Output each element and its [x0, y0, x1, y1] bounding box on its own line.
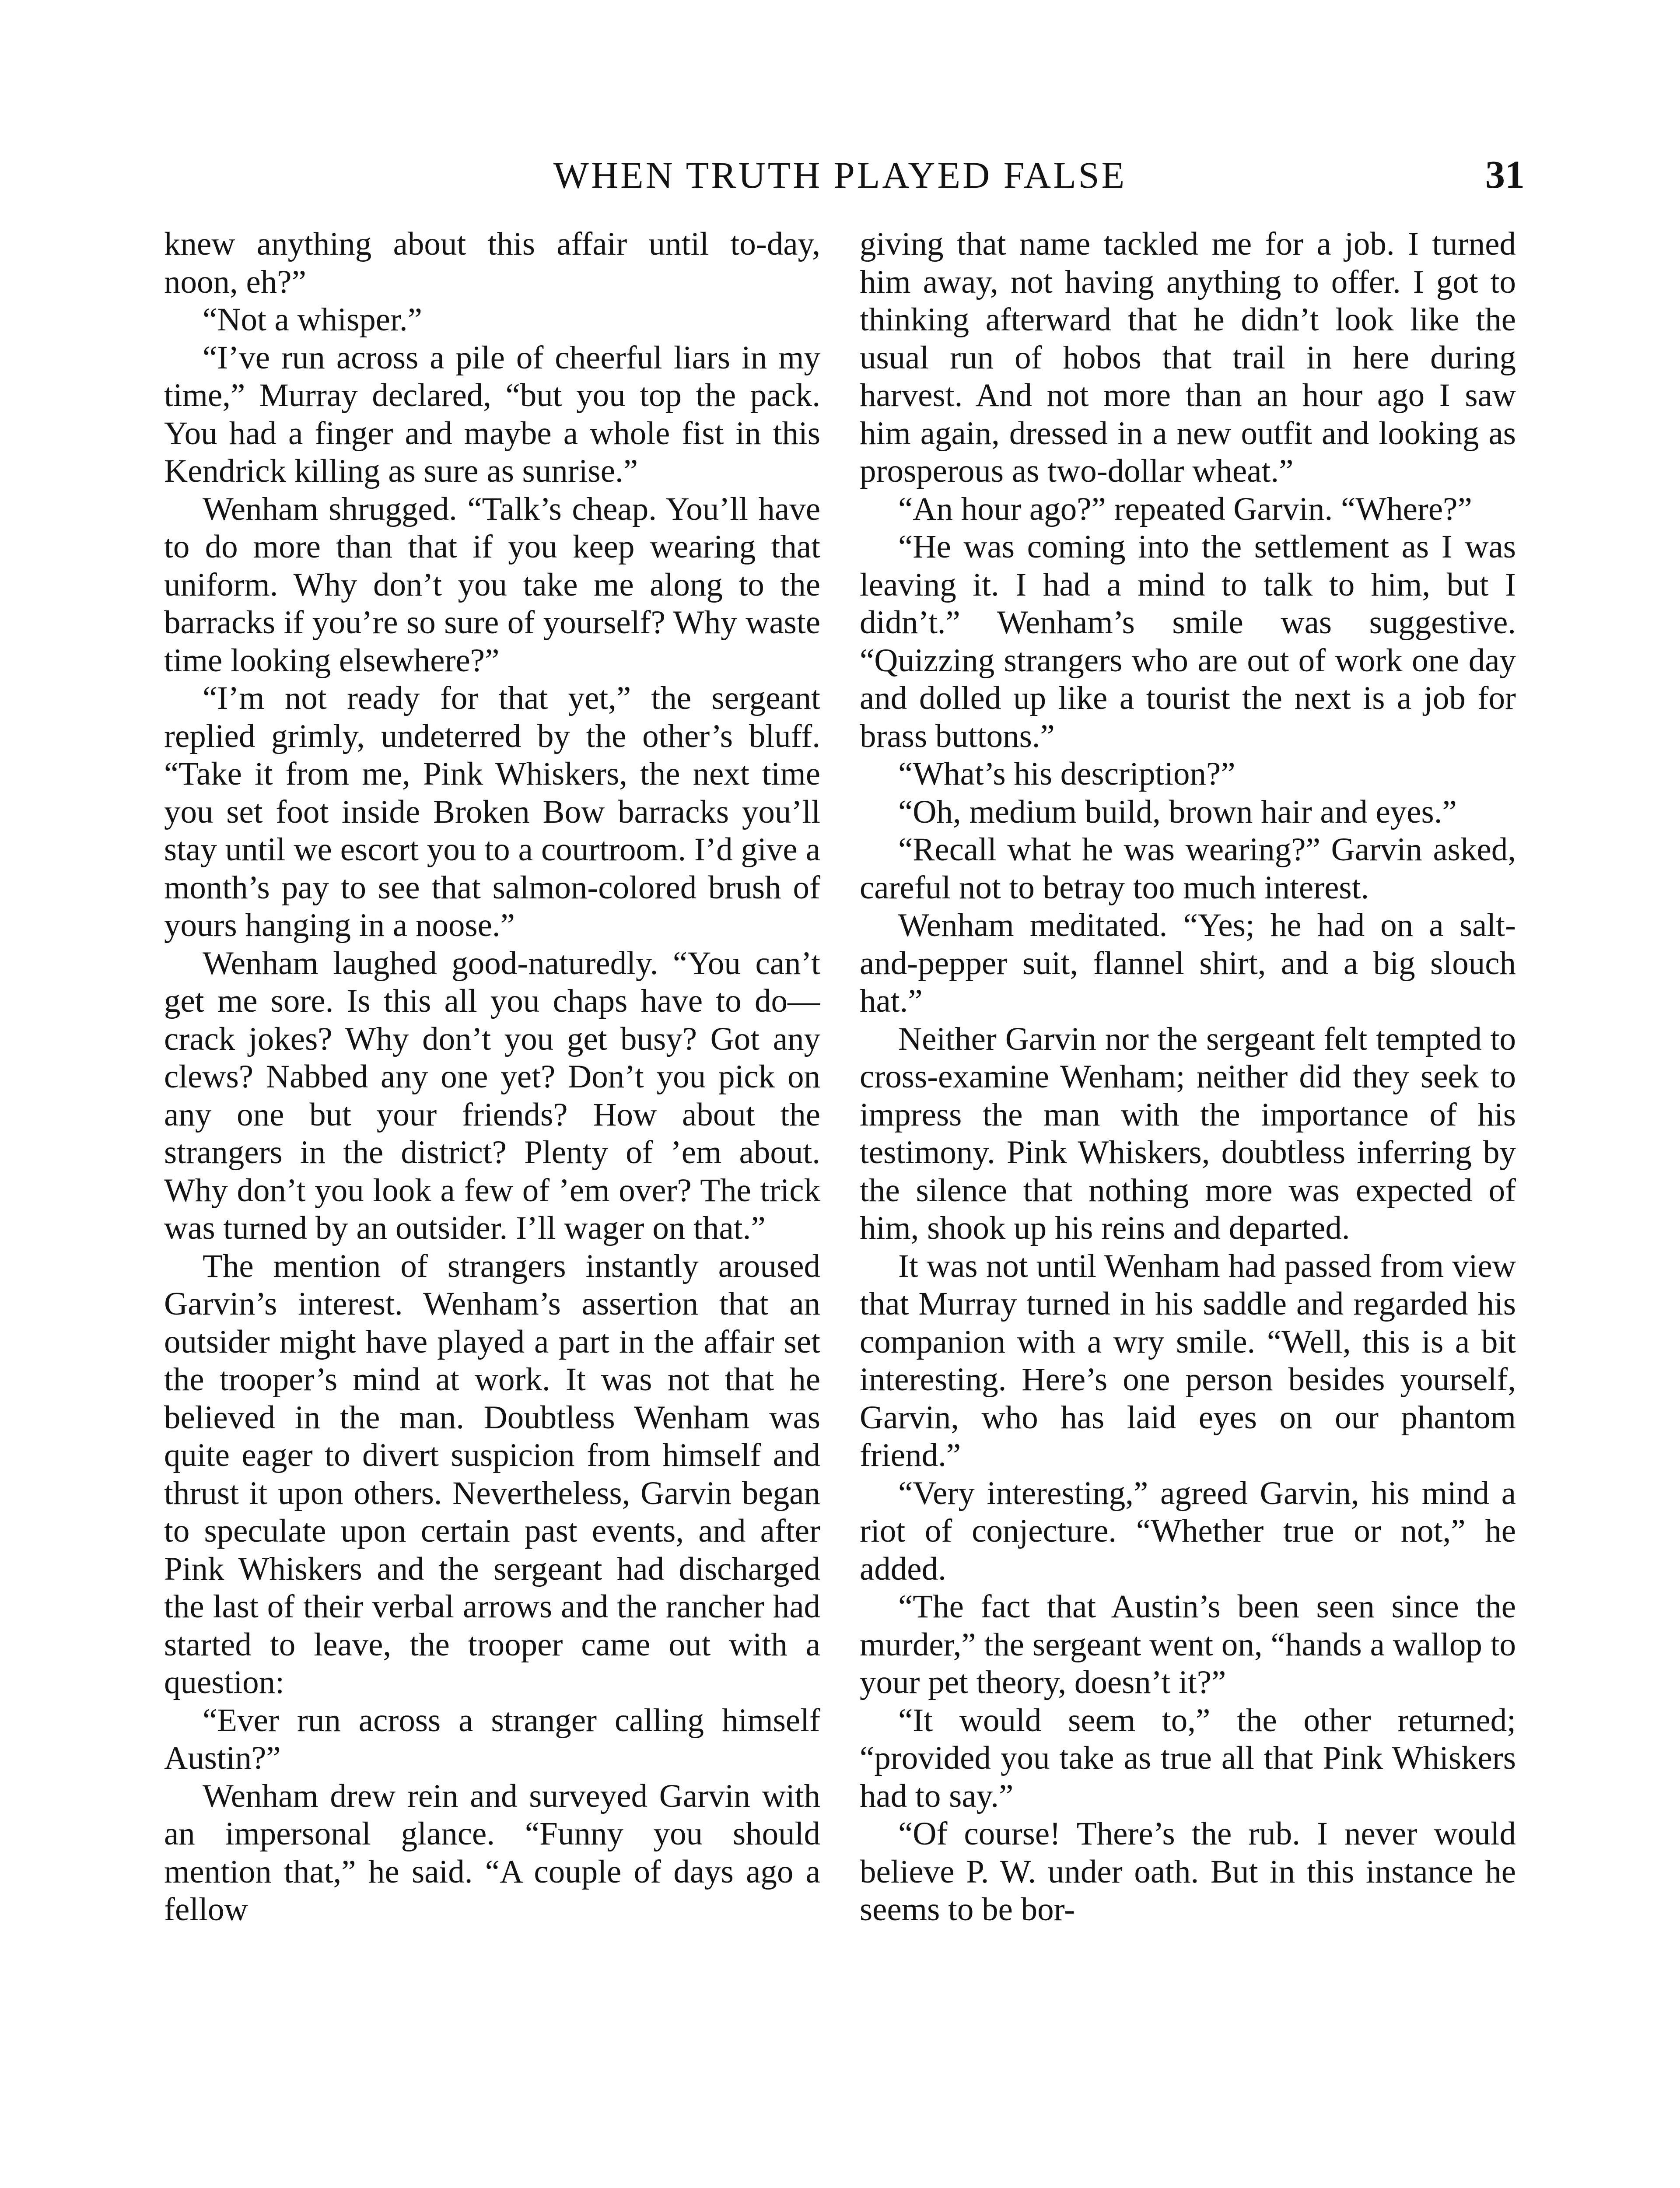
- paragraph: “I’m not ready for that yet,” the sergeant replied grimly, undeterred by the other’s bluff. “Take it from me, Pink Whiskers, the next time you set foot inside Broken Bow barracks you’ll stay until we escort you to a courtroom. I’d give a month’s pay to see that salmon-colored brush of yours hanging in a noose.”: [164, 680, 820, 943]
- paragraph: “He was coming into the settlement as I was leaving it. I had a mind to talk to him, but I didn’t.” Wenham’s smile was suggestive. “Quizzing strangers who are out of work one day and dolled up like a tourist the next is a job for brass buttons.”: [860, 529, 1516, 754]
- paragraph: “An hour ago?” repeated Garvin. “Where?”: [898, 491, 1472, 527]
- paragraph: “Ever run across a stranger calling himself Austin?”: [164, 1702, 820, 1776]
- right-column: [860, 225, 1516, 2188]
- paragraph: “Very interesting,” agreed Garvin, his mind a riot of conjecture. “Whether true or not,” he added.: [860, 1475, 1516, 1587]
- paragraph: “Not a whisper.”: [203, 302, 422, 338]
- paragraph: “The fact that Austin’s been seen since the murder,” the sergeant went on, “hands a wallop to your pet theory, doesn’t it?”: [860, 1588, 1516, 1701]
- page-number: 31: [1485, 153, 1525, 196]
- left-column: [164, 225, 820, 2188]
- paragraph: “Recall what he was wearing?” Garvin asked, careful not to betray too much interest.: [860, 831, 1516, 906]
- paragraph: “It would seem to,” the other returned; “provided you take as true all that Pink Whiskers had to say.”: [860, 1702, 1516, 1814]
- paragraph: Wenham shrugged. “Talk’s cheap. You’ll have to do more than that if you keep wearing that uniform. Why don’t you take me along to the barracks if you’re so sure of yourself? Why waste time looking elsewhere?”: [164, 491, 820, 679]
- paragraph: Wenham laughed good-naturedly. “You can’t get me sore. Is this all you chaps have to do—crack jokes? Why don’t you get busy? Got any clews? Nabbed any one yet? Don’t you pick on any one but your friends? How about the strangers in the district? Plenty of ’em about. Why don’t you look a few of ’em over? The trick was turned by an outsider. I’ll wager on that.”: [164, 945, 820, 1246]
- paragraph: “Of course! There’s the rub. I never would believe P. W. under oath. But in this instance he seems to be bor-: [860, 1816, 1516, 1928]
- page-header: [0, 149, 1680, 201]
- paragraph: knew anything about this affair until to-day, noon, eh?”: [164, 226, 820, 300]
- running-head: WHEN TRUTH PLAYED FALSE: [553, 154, 1127, 196]
- paragraph: Wenham drew rein and surveyed Garvin with an impersonal glance. “Funny you should mention that,” he said. “A couple of days ago a fellow: [164, 1778, 820, 1928]
- paragraph: “What’s his description?”: [898, 756, 1236, 792]
- paragraph: “I’ve run across a pile of cheerful liars in my time,” Murray declared, “but you top the pack. You had a finger and maybe a whole fist in this Kendrick killing as sure as sunrise.”: [164, 339, 820, 489]
- paragraph: giving that name tackled me for a job. I turned him away, not having anything to offer. I got to thinking afterward that he didn’t look like the usual run of hobos that trail in here during harvest. And not more than an hour ago I saw him again, dressed in a new outfit and looking as prosperous as two-dollar wheat.”: [860, 226, 1516, 489]
- paragraph: “Oh, medium build, brown hair and eyes.”: [898, 793, 1457, 830]
- paragraph: Wenham meditated. “Yes; he had on a salt-and-pepper suit, flannel shirt, and a big slouch hat.”: [860, 907, 1516, 1019]
- paragraph: It was not until Wenham had passed from view that Murray turned in his saddle and regarded his companion with a wry smile. “Well, this is a bit interesting. Here’s one person besides yourself, Garvin, who has laid eyes on our phantom friend.”: [860, 1248, 1516, 1473]
- paragraph: The mention of strangers instantly aroused Garvin’s interest. Wenham’s assertion that an outsider might have played a part in the affair set the trooper’s mind at work. It was not that he believed in the man. Doubtless Wenham was quite eager to divert suspicion from himself and thrust it upon others. Nevertheless, Garvin began to speculate upon certain past events, and after Pink Whiskers and the sergeant had discharged the last of their verbal arrows and the rancher had started to leave, the trooper came out with a question:: [164, 1248, 820, 1701]
- paragraph: Neither Garvin nor the sergeant felt tempted to cross-examine Wenham; neither did they seek to impress the man with the importance of his testimony. Pink Whiskers, doubtless inferring by the silence that nothing more was expected of him, shook up his reins and departed.: [860, 1020, 1516, 1246]
